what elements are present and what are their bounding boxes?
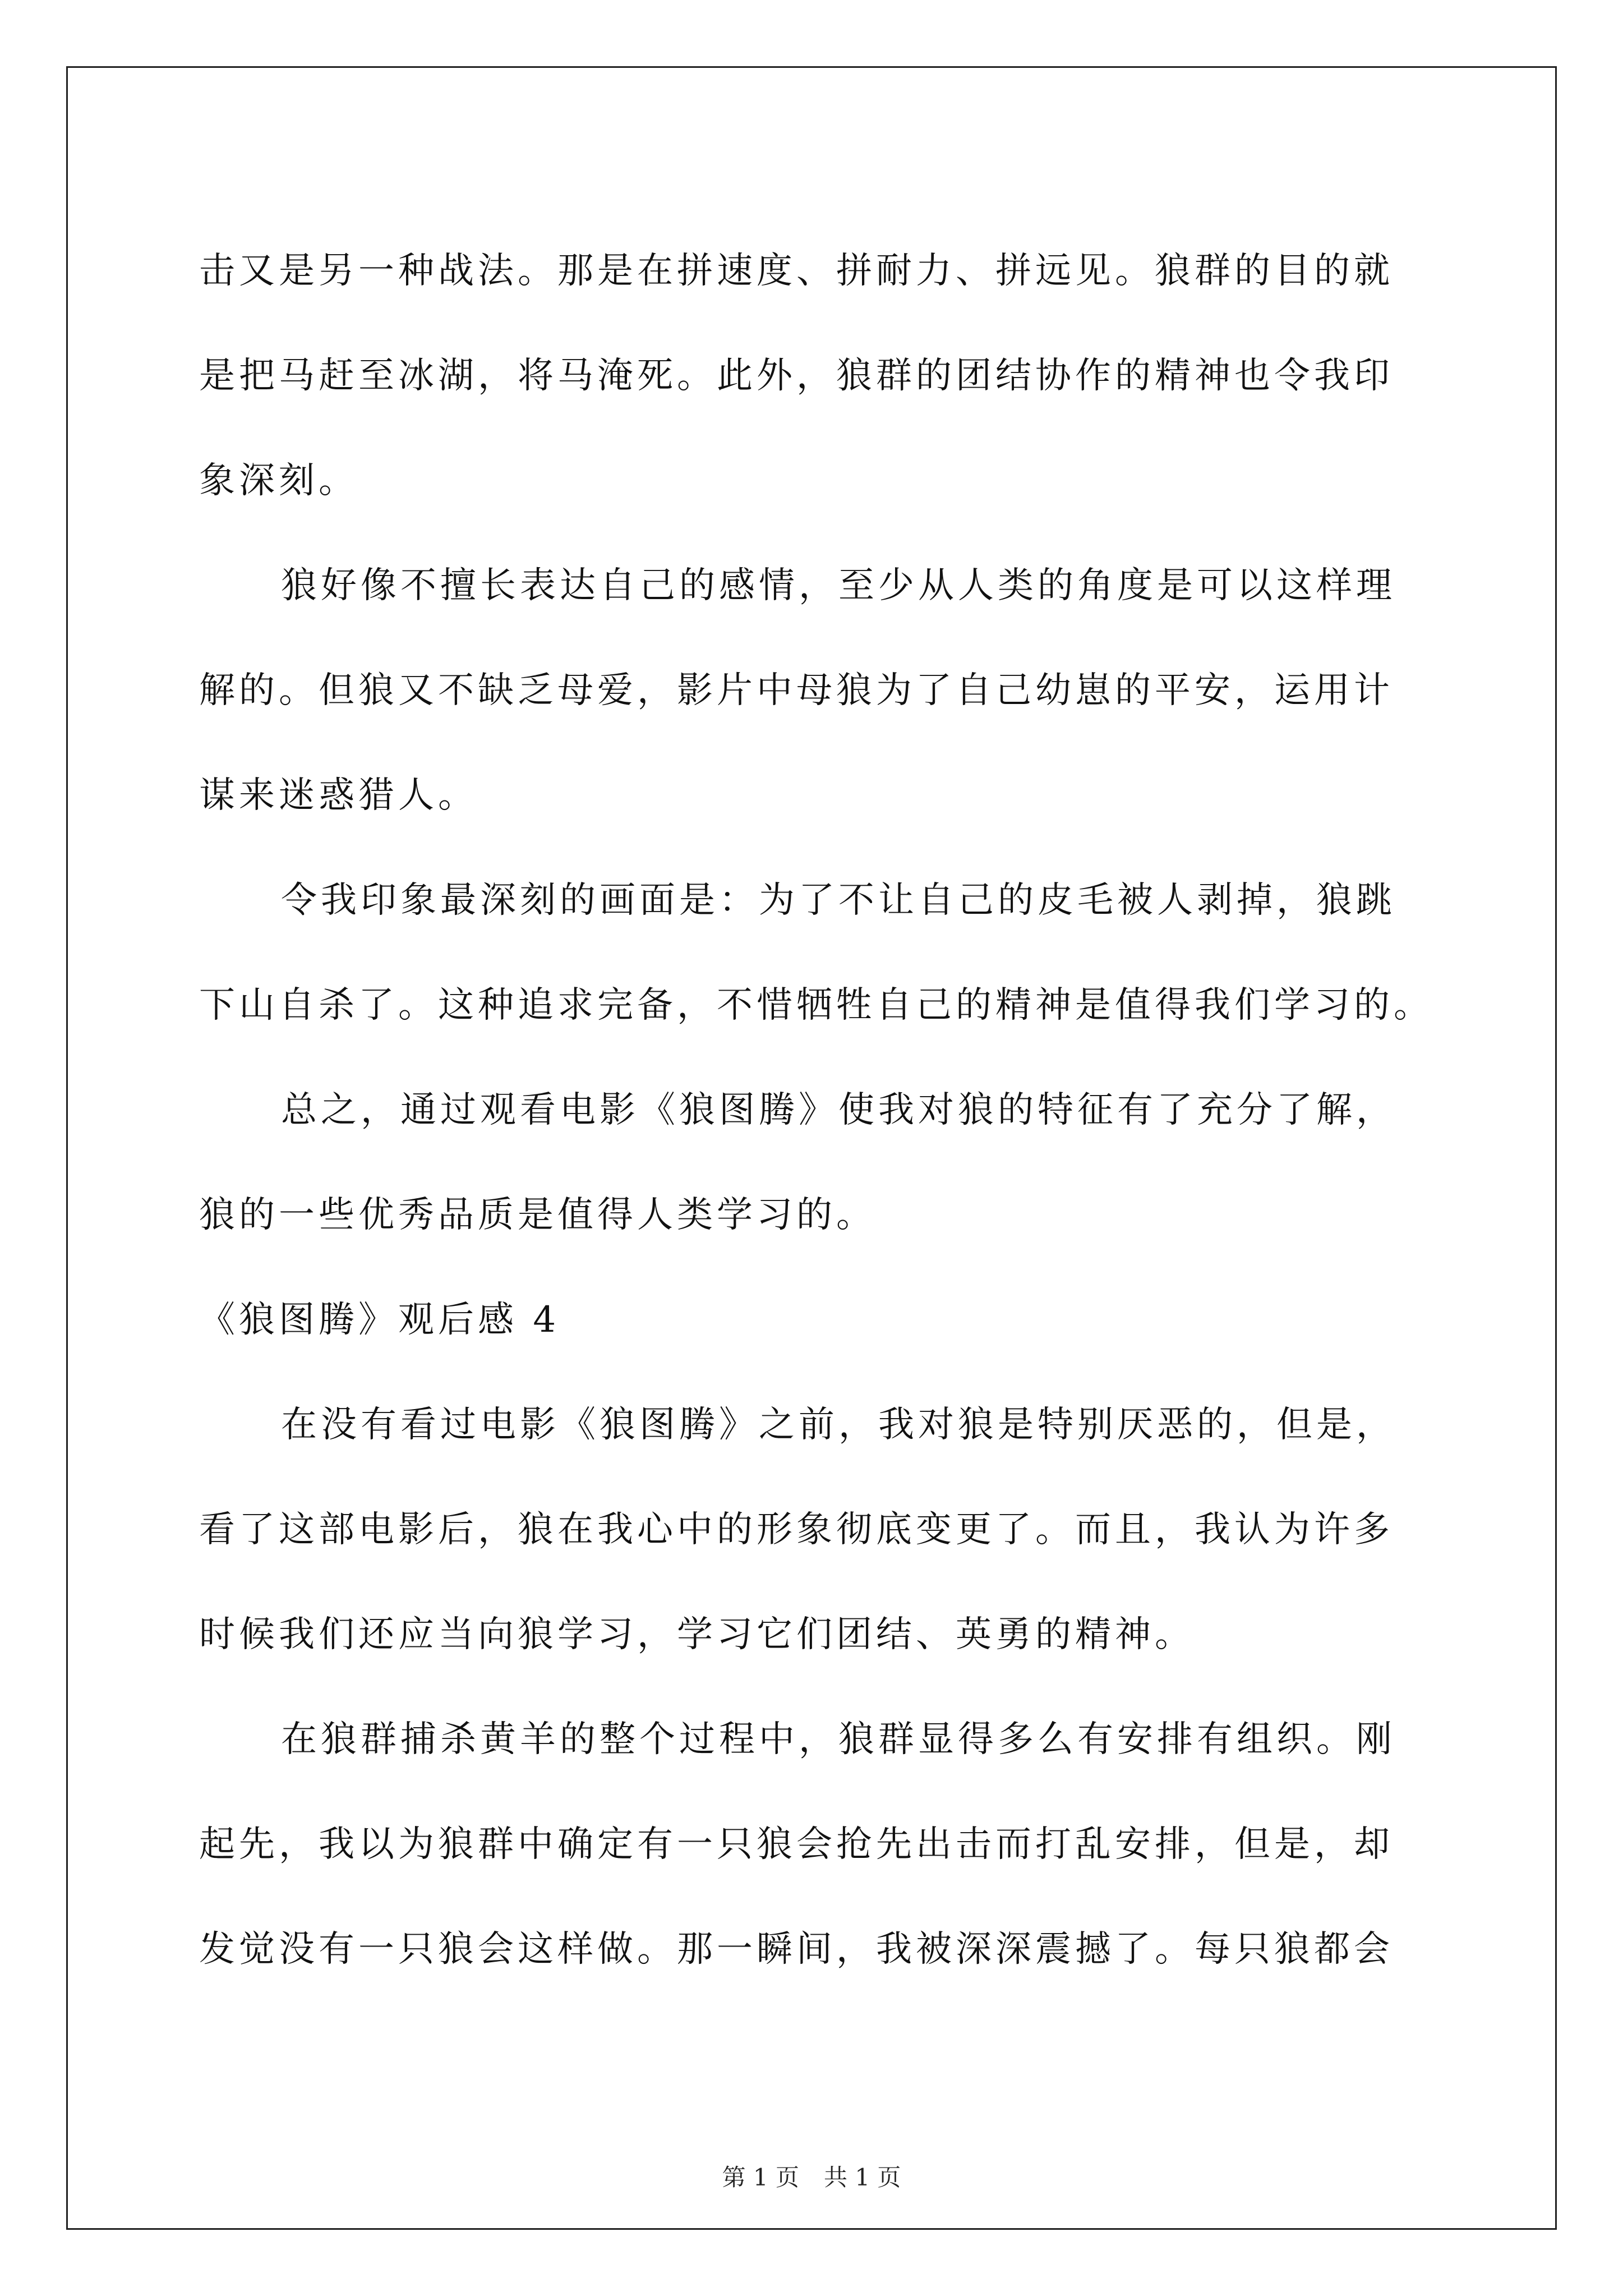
text-line-17: 发觉没有一只狼会这样做。那一瞬间，我被深深震撼了。每只狼都会 (199, 1929, 1394, 1970)
text-line-10: 狼的一些优秀品质是值得人类学习的。 (199, 1194, 876, 1236)
text-line-16: 起先，我以为狼群中确定有一只狼会抢先出击而打乱安排，但是，却 (199, 1824, 1394, 1865)
text-line-4: 狼好像不擅长表达自己的感情，至少从人类的角度是可以这样理 (281, 565, 1396, 606)
section-heading: 《狼图腾》观后感 4 (199, 1299, 560, 1341)
document-body (199, 219, 1433, 2002)
page-number-total: 共 1 页 (824, 2164, 901, 2191)
text-line-1: 击又是另一种战法。那是在拼速度、拼耐力、拼远见。狼群的目的就 (199, 250, 1394, 292)
text-line-15: 在狼群捕杀黄羊的整个过程中，狼群显得多么有安排有组织。刚 (281, 1719, 1396, 1760)
text-line-5: 解的。但狼又不缺乏母爱，影片中母狼为了自己幼崽的平安，运用计 (199, 670, 1394, 711)
text-line-2: 是把马赶至冰湖，将马淹死。此外，狼群的团结协作的精神也令我印 (199, 355, 1394, 397)
page-number-current: 第 1 页 (722, 2164, 799, 2191)
text-line-6: 谋来迷惑猎人。 (199, 775, 478, 816)
text-line-7: 令我印象最深刻的画面是：为了不让自己的皮毛被人剥掉，狼跳 (281, 880, 1396, 921)
text-line-3: 象深刻。 (199, 460, 358, 501)
text-line-8: 下山自杀了。这种追求完备，不惜牺牲自己的精神是值得我们学习的。 (199, 984, 1433, 1026)
page-footer (0, 2161, 1623, 2194)
text-line-13: 看了这部电影后，狼在我心中的形象彻底变更了。而且，我认为许多 (199, 1509, 1394, 1550)
text-line-14: 时候我们还应当向狼学习，学习它们团结、英勇的精神。 (199, 1614, 1195, 1655)
text-line-9: 总之，通过观看电影《狼图腾》使我对狼的特征有了充分了解， (281, 1089, 1396, 1131)
text-line-12: 在没有看过电影《狼图腾》之前，我对狼是特别厌恶的，但是， (281, 1404, 1396, 1446)
